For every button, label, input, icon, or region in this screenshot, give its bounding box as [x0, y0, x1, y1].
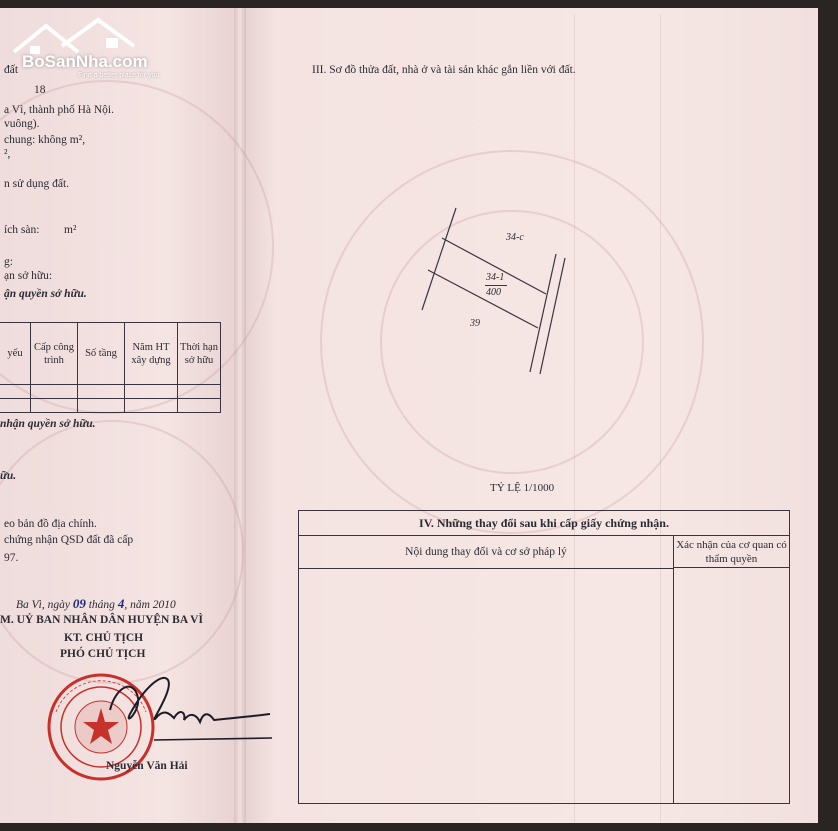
watermark-brand: BoSanNha.com — [22, 52, 148, 71]
date-month: 4 — [117, 596, 125, 611]
building-table — [0, 322, 221, 413]
left-heading: ận quyền sở hữu. — [4, 288, 87, 300]
plot-parcel-number: 34-1 — [486, 272, 505, 283]
plot-area: 400 — [486, 287, 501, 298]
table-header: Số tầng — [78, 323, 125, 385]
signatory-line: M. UỶ BAN NHÂN DÂN HUYỆN BA VÌ — [0, 614, 203, 626]
section-3-title: III. Sơ đồ thửa đất, nhà ở và tài sản khác gắn liền với đất. — [312, 64, 576, 76]
date-month-word: tháng — [88, 599, 115, 611]
signatory-line: KT. CHỦ TỊCH — [64, 632, 144, 644]
left-text: ích sàn: — [4, 224, 40, 236]
plot-fraction-line — [485, 285, 507, 286]
watermark-tagline: Find a better place for you — [78, 72, 160, 79]
date-year: năm 2010 — [130, 599, 176, 611]
date-place: Ba Vì, ngày — [16, 599, 70, 611]
left-heading: ữu. — [0, 470, 17, 482]
left-text: a Vì, thành phố Hà Nội. — [4, 104, 114, 116]
signature-icon — [104, 668, 274, 750]
plot-neighbor-label: 34-c — [506, 232, 524, 243]
left-text: đất — [4, 64, 19, 76]
left-text: vuông). — [4, 118, 40, 130]
signatory-line: PHÓ CHỦ TỊCH — [60, 648, 146, 660]
table-header: yếu — [0, 323, 31, 385]
left-text: n sử dụng đất. — [4, 178, 70, 190]
plot-neighbor-label: 39 — [470, 318, 480, 329]
left-text: m² — [64, 224, 77, 236]
left-heading: nhận quyền sở hữu. — [0, 418, 96, 430]
left-note: 97. — [4, 552, 19, 564]
section-4-title: IV. Những thay đổi sau khi cấp giấy chứng nhận. — [299, 511, 789, 536]
table-header: Xác nhận của cơ quan có thẩm quyền — [674, 536, 789, 568]
changes-table — [298, 510, 790, 804]
table-header: Thời hạn sở hữu — [178, 323, 221, 385]
signatory-name: Nguyễn Văn Hải — [106, 760, 188, 772]
left-note: chứng nhận QSD đất đã cấp — [4, 534, 134, 546]
left-text: chung: không m², — [4, 134, 86, 146]
left-note: eo bản đồ địa chính. — [4, 518, 97, 530]
left-text: g: — [4, 256, 13, 268]
table-header: Năm HT xây dựng — [125, 323, 178, 385]
left-text: ạn sở hữu: — [4, 270, 53, 282]
left-text: ², — [4, 148, 11, 160]
table-header: Cấp công trình — [31, 323, 78, 385]
left-text: 18 — [34, 84, 46, 96]
column-divider — [673, 568, 674, 803]
map-scale: TỶ LỆ 1/1000 — [490, 482, 555, 494]
table-header: Nội dung thay đổi và cơ sở pháp lý — [299, 536, 674, 569]
issue-date: Ba Vì, ngày 09 tháng 4, năm 2010 — [16, 596, 176, 611]
date-day: 09 — [72, 596, 86, 611]
